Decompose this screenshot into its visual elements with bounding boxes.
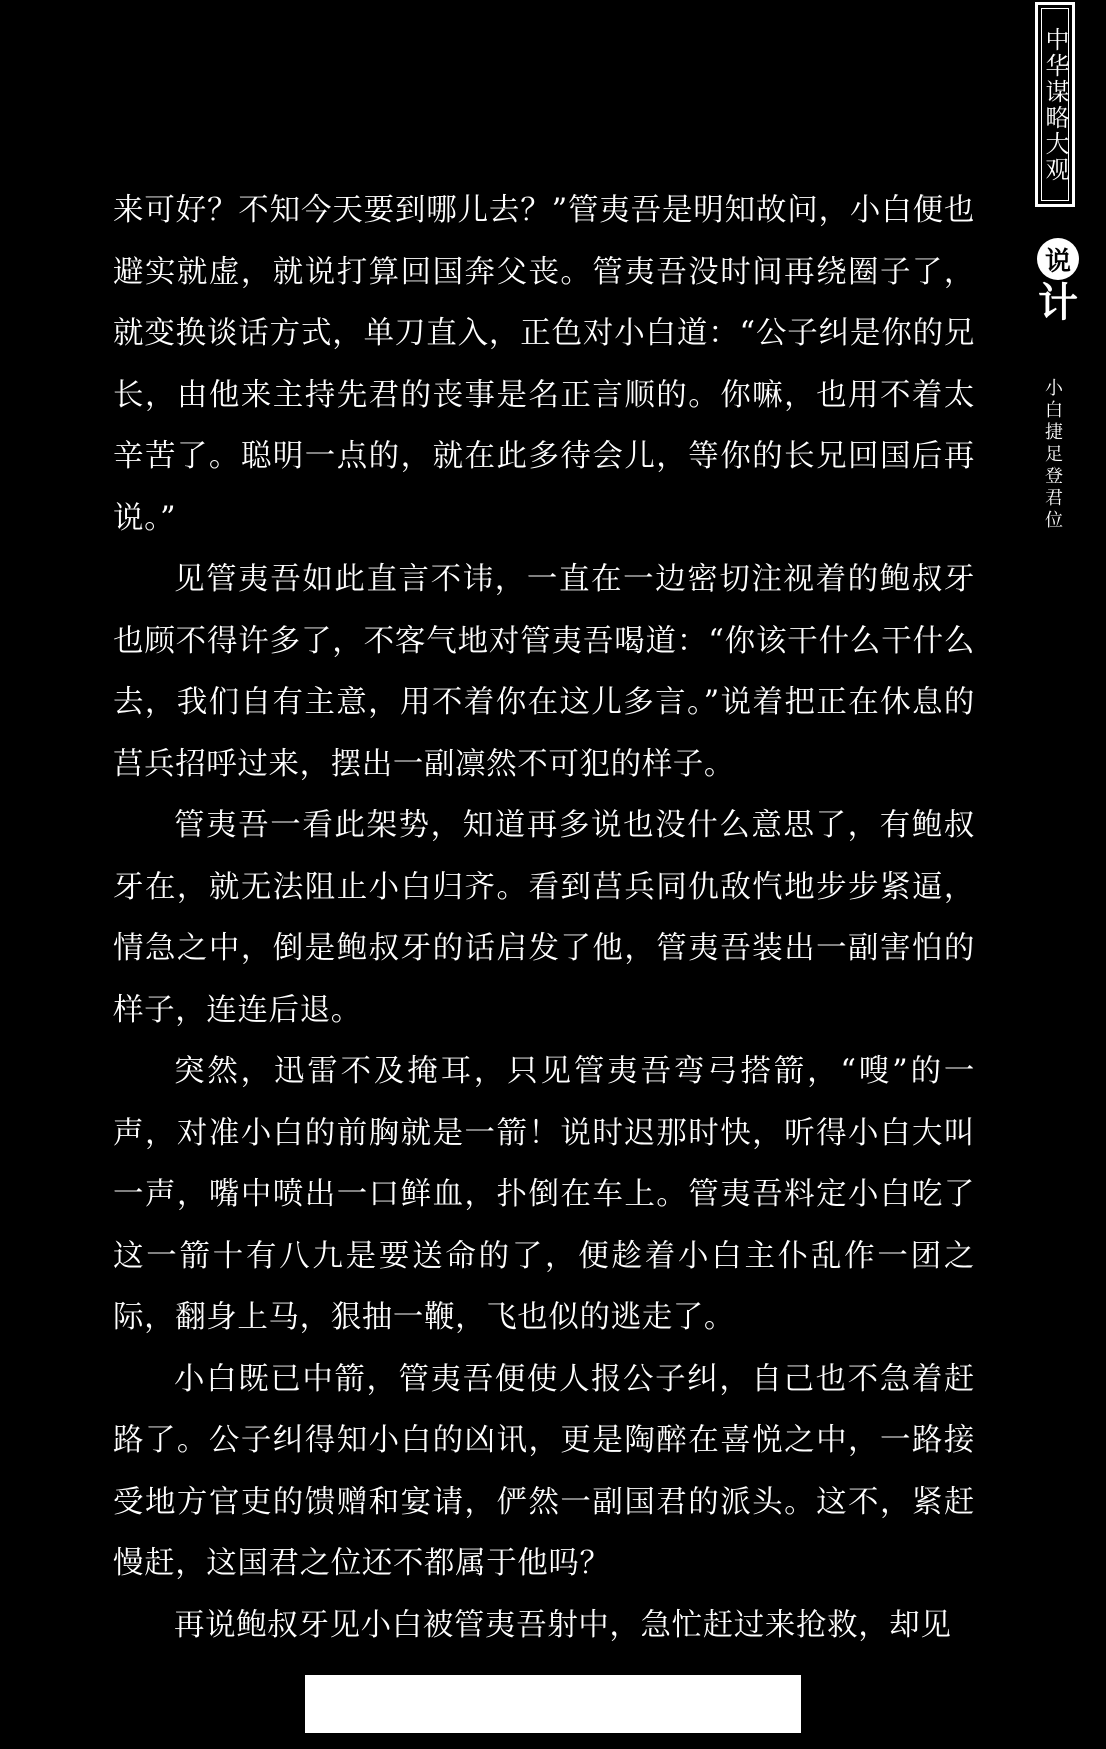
section-title-text: 小白捷足登君位 bbox=[1042, 378, 1063, 532]
footer-blank-box bbox=[305, 1675, 801, 1733]
body-text bbox=[113, 180, 975, 1656]
paragraph-1: 来可好？不知今天要到哪儿去？”管夷吾是明知故问，小白便也避实就虚，就说打算回国奔父丧。管夷吾没时间再绕圈子了，就变换谈话方式，单刀直入，正色对小白道：“公子纠是你的兄长，由他来主持先君的丧事是名正言顺的。你嘛，也用不着太辛苦了。聪明一点的，就在此多待会儿，等你的长兄回国后再说。” bbox=[113, 193, 975, 536]
series-title-box bbox=[1035, 2, 1075, 207]
paragraph-6: 再说鲍叔牙见小白被管夷吾射中，急忙赶过来抢救，却见 bbox=[174, 1607, 952, 1643]
side-column bbox=[1033, 0, 1106, 560]
paragraph-3: 管夷吾一看此架势，知道再多说也没什么意思了，有鲍叔牙在，就无法阻止小白归齐。看到莒兵同仇敌忾地步步紧逼，情急之中，倒是鲍叔牙的话启发了他，管夷吾装出一副害怕的样子，连连后退。 bbox=[113, 808, 975, 1028]
paragraph-5: 小白既已中箭，管夷吾便使人报公子纠，自己也不急着赶路了。公子纠得知小白的凶讯，更是陶醉在喜悦之中，一路接受地方官吏的馈赠和宴请，俨然一副国君的派头。这不，紧赶慢赶，这国君之位还不都属于他吗？ bbox=[113, 1361, 975, 1581]
paragraph-4: 突然，迅雷不及掩耳，只见管夷吾弯弓搭箭，“嗖”的一声，对准小白的前胸就是一箭！说时迟那时快，听得小白大叫一声，嘴中喷出一口鲜血，扑倒在车上。管夷吾料定小白吃了这一箭十有八九是要送命的了，便趁着小白主仆乱作一团之际，翻身上马，狠抽一鞭，飞也似的逃走了。 bbox=[113, 1054, 975, 1335]
section-title bbox=[1043, 378, 1061, 536]
chapter-char: 计 bbox=[1038, 279, 1078, 326]
chapter-mark bbox=[1033, 238, 1083, 330]
series-title: 中华谋略大观 bbox=[1041, 26, 1069, 183]
series-title-inner-frame bbox=[1041, 8, 1069, 201]
paragraph-2: 见管夷吾如此直言不讳，一直在一边密切注视着的鲍叔牙也顾不得许多了，不客气地对管夷吾喝道：“你该干什么干什么去，我们自有主意，用不着你在这儿多言。”说着把正在休息的莒兵招呼过来，摆出一副凛然不可犯的样子。 bbox=[113, 562, 975, 782]
shuo-emblem-icon: 说 bbox=[1037, 238, 1079, 280]
